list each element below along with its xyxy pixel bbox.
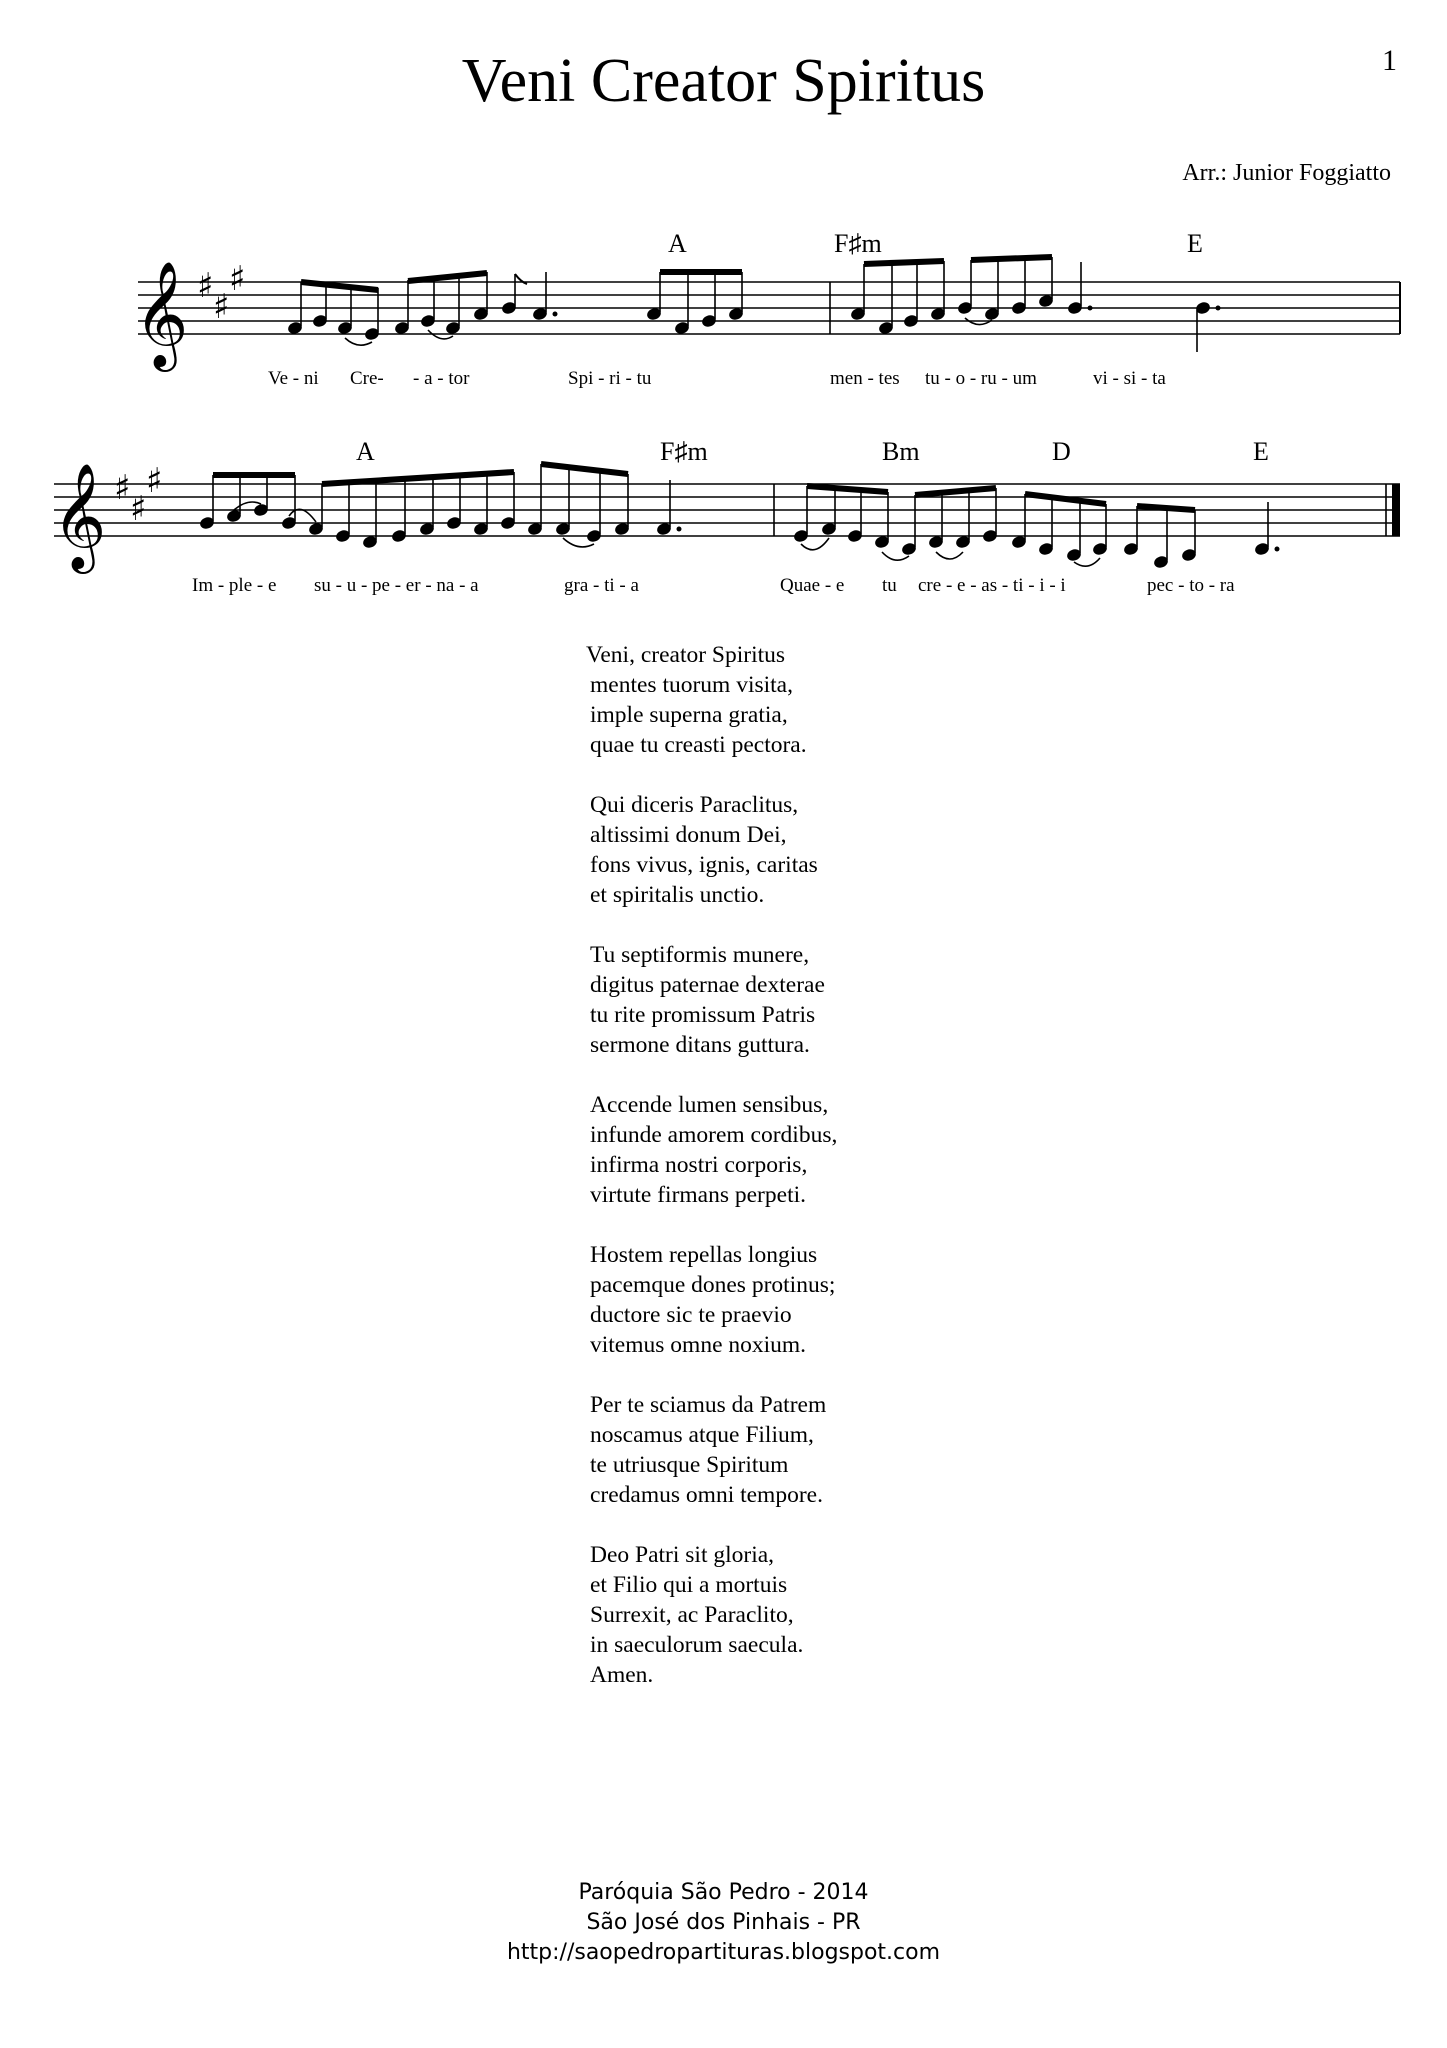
- verse-line: virtute firmans perpeti.: [590, 1182, 806, 1208]
- verse-line: quae tu creasti pectora.: [590, 732, 807, 758]
- lyric-syllable: tu - o - ru - um: [925, 368, 1037, 389]
- stanza: [590, 1090, 837, 1210]
- lyric-syllable: tu: [882, 575, 897, 596]
- verse-line: in saeculorum saecula.: [590, 1632, 804, 1658]
- verse-line: Amen.: [590, 1662, 654, 1688]
- staff-system-2: [52, 437, 1400, 596]
- verse-line: tu rite promissum Patris: [590, 1002, 816, 1028]
- chord-symbol: F♯m: [834, 229, 882, 258]
- lyric-syllable: Quae - e: [780, 575, 845, 596]
- verse-line: vitemus omne noxium.: [590, 1332, 807, 1358]
- verse-line: imple superna gratia,: [590, 702, 788, 728]
- staff-system-1: [134, 229, 1400, 389]
- stems-1: [301, 257, 1197, 352]
- verse-line: infirma nostri corporis,: [590, 1152, 808, 1178]
- chord-symbol: Bm: [882, 437, 920, 466]
- footer-website-link[interactable]: http://saopedropartituras.blogspot.com: [506, 1940, 941, 1965]
- dot: [1275, 547, 1280, 552]
- lyric-syllable: pec - to - ra: [1147, 575, 1235, 596]
- verse-line: Veni, creator Spiritus: [586, 642, 786, 668]
- stanza: [590, 1390, 837, 1510]
- dot: [1216, 306, 1221, 311]
- stanza: [590, 940, 837, 1060]
- verse-line: et spiritalis unctio.: [590, 882, 765, 908]
- verse-line: noscamus atque Filium,: [590, 1422, 814, 1448]
- verse-line: et Filio qui a mortuis: [590, 1572, 788, 1598]
- stanza: [590, 790, 837, 910]
- treble-clef-icon: 𝄞: [134, 260, 189, 367]
- verse-line: credamus omni tempore.: [590, 1482, 823, 1508]
- sharp-icon: ♯: [130, 489, 147, 529]
- page-title: Veni Creator Spiritus: [461, 47, 986, 115]
- verse-line: Deo Patri sit gloria,: [590, 1542, 775, 1568]
- lyrics-2: [192, 575, 1235, 596]
- verse-line: pacemque dones protinus;: [590, 1272, 836, 1298]
- verse-line: Surrexit, ac Paraclito,: [590, 1602, 794, 1628]
- verse-line: Accende lumen sensibus,: [590, 1092, 829, 1118]
- beams-2: [213, 464, 1195, 510]
- verse-line: altissimi donum Dei,: [590, 822, 787, 848]
- lyric-syllable: - a - tor: [413, 368, 470, 389]
- verse-line: te utriusque Spiritum: [590, 1452, 789, 1478]
- key-signature-2: [114, 461, 162, 529]
- lyric-syllable: men - tes: [830, 368, 900, 389]
- chord-symbol: E: [1253, 437, 1269, 466]
- stanza: [590, 1540, 837, 1690]
- sharp-icon: ♯: [229, 259, 246, 299]
- dot: [677, 527, 682, 532]
- chord-symbol: A: [356, 437, 375, 466]
- verse-line: Tu septiformis munere,: [590, 942, 810, 968]
- lyric-syllable: Ve - ni: [268, 368, 319, 389]
- slurs-2: [234, 502, 1100, 566]
- sharp-icon: ♯: [114, 468, 131, 508]
- stanza: [586, 640, 837, 760]
- chords-1: [668, 229, 1203, 258]
- footer: [0, 1878, 1447, 1968]
- verse-line: digitus paternae dexterae: [590, 972, 825, 998]
- lyric-syllable: cre - e - as - ti - i - i: [918, 575, 1066, 596]
- final-barline-thick: [1392, 484, 1400, 536]
- chord-symbol: E: [1187, 229, 1203, 258]
- staff-lines-1: [138, 282, 1400, 334]
- chord-symbol: D: [1052, 437, 1071, 466]
- slurs-1: [345, 318, 992, 345]
- verse-line: Qui diceris Paraclitus,: [590, 792, 799, 818]
- sharp-icon: ♯: [146, 461, 163, 501]
- chord-symbol: F♯m: [660, 437, 708, 466]
- lyrics-1: [268, 368, 1166, 389]
- verse-line: Hostem repellas longius: [590, 1242, 818, 1268]
- lyric-syllable: gra - ti - a: [564, 575, 639, 596]
- footer-parish: Paróquia São Pedro - 2014: [578, 1880, 869, 1905]
- verse-line: mentes tuorum visita,: [590, 672, 793, 698]
- chord-symbol: A: [668, 229, 687, 258]
- hymn-text: [586, 640, 838, 1720]
- lyric-syllable: Spi - ri - tu: [568, 368, 652, 389]
- verse-line: fons vivus, ignis, caritas: [590, 852, 818, 878]
- verse-line: sermone ditans guttura.: [590, 1032, 810, 1058]
- music-score: [0, 0, 1447, 660]
- lyric-syllable: vi - si - ta: [1093, 368, 1166, 389]
- page-number: 1: [1382, 44, 1397, 77]
- verse-line: infunde amorem cordibus,: [590, 1122, 838, 1148]
- sharp-icon: ♯: [213, 287, 230, 327]
- lyric-syllable: Cre-: [350, 368, 384, 389]
- stanza: [590, 1240, 837, 1360]
- verse-line: Per te sciamus da Patrem: [590, 1392, 827, 1418]
- verse-line: ductore sic te praevio: [590, 1302, 792, 1328]
- treble-clef-icon: 𝄞: [52, 462, 107, 569]
- dot: [1088, 306, 1093, 311]
- dot: [553, 312, 558, 317]
- key-signature-1: [197, 259, 245, 327]
- chords-2: [356, 437, 1269, 466]
- footer-location: São José dos Pinhais - PR: [586, 1910, 861, 1935]
- arranger-credit: Arr.: Junior Foggiatto: [1182, 160, 1391, 186]
- sharp-icon: ♯: [197, 266, 214, 306]
- lyric-syllable: su - u - pe - er - na - a: [314, 575, 479, 596]
- beams-1: [301, 257, 1052, 290]
- lyric-syllable: Im - ple - e: [192, 575, 277, 596]
